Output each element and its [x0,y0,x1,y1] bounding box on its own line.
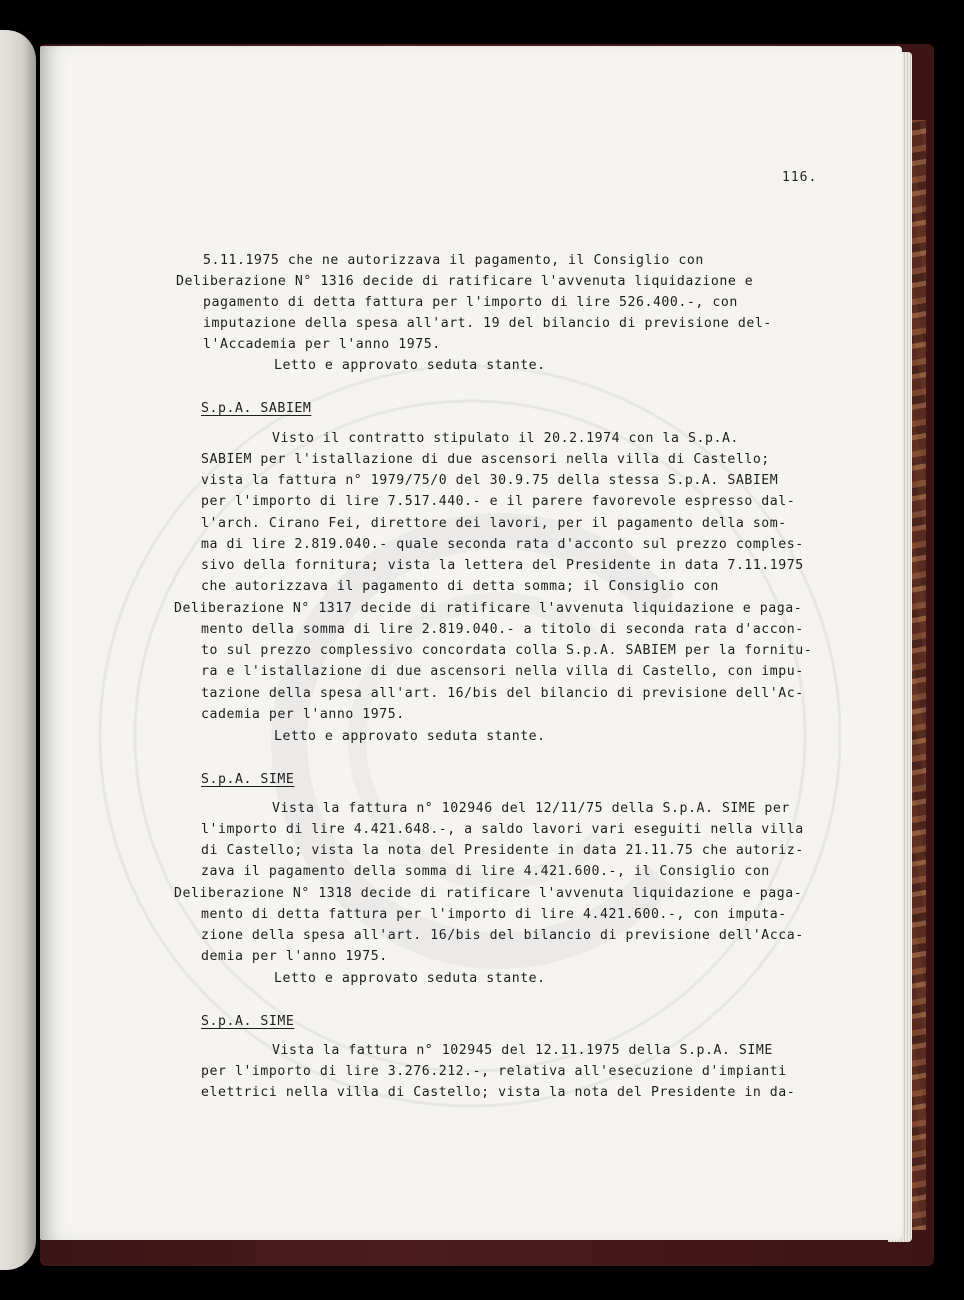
text-line: Visto il contratto stipulato il 20.2.1974 con la S.p.A. [272,431,739,446]
text-line: che autorizzava il pagamento di detta somma; il Consiglio con [201,579,719,594]
text-line: tazione della spesa all'art. 16/bis del bilancio di previsione dell'Ac- [201,686,804,701]
text-line: elettrici nella villa di Castello; vista la nota del Presidente in da- [201,1085,796,1100]
text-line: per l'importo di lire 7.517.440.- e il parere favorevole espresso dal- [201,494,796,509]
text-line: cademia per l'anno 1975. [201,707,405,722]
section-heading-sime-2: S.p.A. SIME [201,1014,295,1029]
text-line: to sul prezzo complessivo concordata colla S.p.A. SABIEM per la fornitu- [201,643,813,658]
text-line: vista la fattura n° 1979/75/0 del 30.9.75 della stessa S.p.A. SABIEM [201,473,779,488]
text-line: ma di lire 2.819.040.- quale seconda rata d'acconto sul prezzo comples- [201,537,804,552]
text-line: Deliberazione N° 1316 decide di ratificare l'avvenuta liquidazione e [176,274,754,289]
text-line: zava il pagamento della somma di lire 4.421.600.-, il Consiglio con [201,864,770,879]
text-line: l'Accademia per l'anno 1975. [203,337,441,352]
text-line: l'importo di lire 4.421.648.-, a saldo lavori vari eseguiti nella villa [201,822,804,837]
text-line: sivo della fornitura; vista la lettera del Presidente in data 7.11.1975 [201,558,804,573]
text-line: Vista la fattura n° 102945 del 12.11.1975 della S.p.A. SIME [272,1043,773,1058]
text-line: ra e l'istallazione di due ascensori nella villa di Castello, con impu- [201,664,804,679]
text-line: Vista la fattura n° 102946 del 12/11/75 della S.p.A. SIME per [272,801,790,816]
text-line: SABIEM per l'istallazione di due ascensori nella villa di Castello; [201,452,770,467]
text-line: Letto e approvato seduta stante. [274,358,546,373]
text-line: Letto e approvato seduta stante. [274,729,546,744]
text-line: Deliberazione N° 1317 decide di ratificare l'avvenuta liquidazione e paga- [174,601,803,616]
text-line: Letto e approvato seduta stante. [274,971,546,986]
left-page-edge [0,30,36,1270]
text-line: 5.11.1975 che ne autorizzava il pagamento, il Consiglio con [203,253,704,268]
text-line: Deliberazione N° 1318 decide di ratificare l'avvenuta liquidazione e paga- [174,886,803,901]
text-line: l'arch. Cirano Fei, direttore dei lavori, per il pagamento della som- [201,516,787,531]
text-line: mento della somma di lire 2.819.040.- a titolo di seconda rata d'accon- [201,622,804,637]
text-line: per l'importo di lire 3.276.212.-, relativa all'esecuzione d'impianti [201,1064,787,1079]
text-line: di Castello; vista la nota del Presidente in data 21.11.75 che autoriz- [201,843,804,858]
text-line: zione della spesa all'art. 16/bis del bilancio di previsione dell'Acca- [201,928,804,943]
text-line: pagamento di detta fattura per l'importo di lire 526.400.-, con [203,295,738,310]
section-heading-sime-1: S.p.A. SIME [201,772,295,787]
text-line: mento di detta fattura per l'importo di lire 4.421.600.-, con imputa- [201,907,787,922]
page-number: 116. [782,170,818,185]
text-line: demia per l'anno 1975. [201,949,388,964]
text-line: imputazione della spesa all'art. 19 del bilancio di previsione del- [203,316,772,331]
section-heading-sabiem: S.p.A. SABIEM [201,401,312,416]
